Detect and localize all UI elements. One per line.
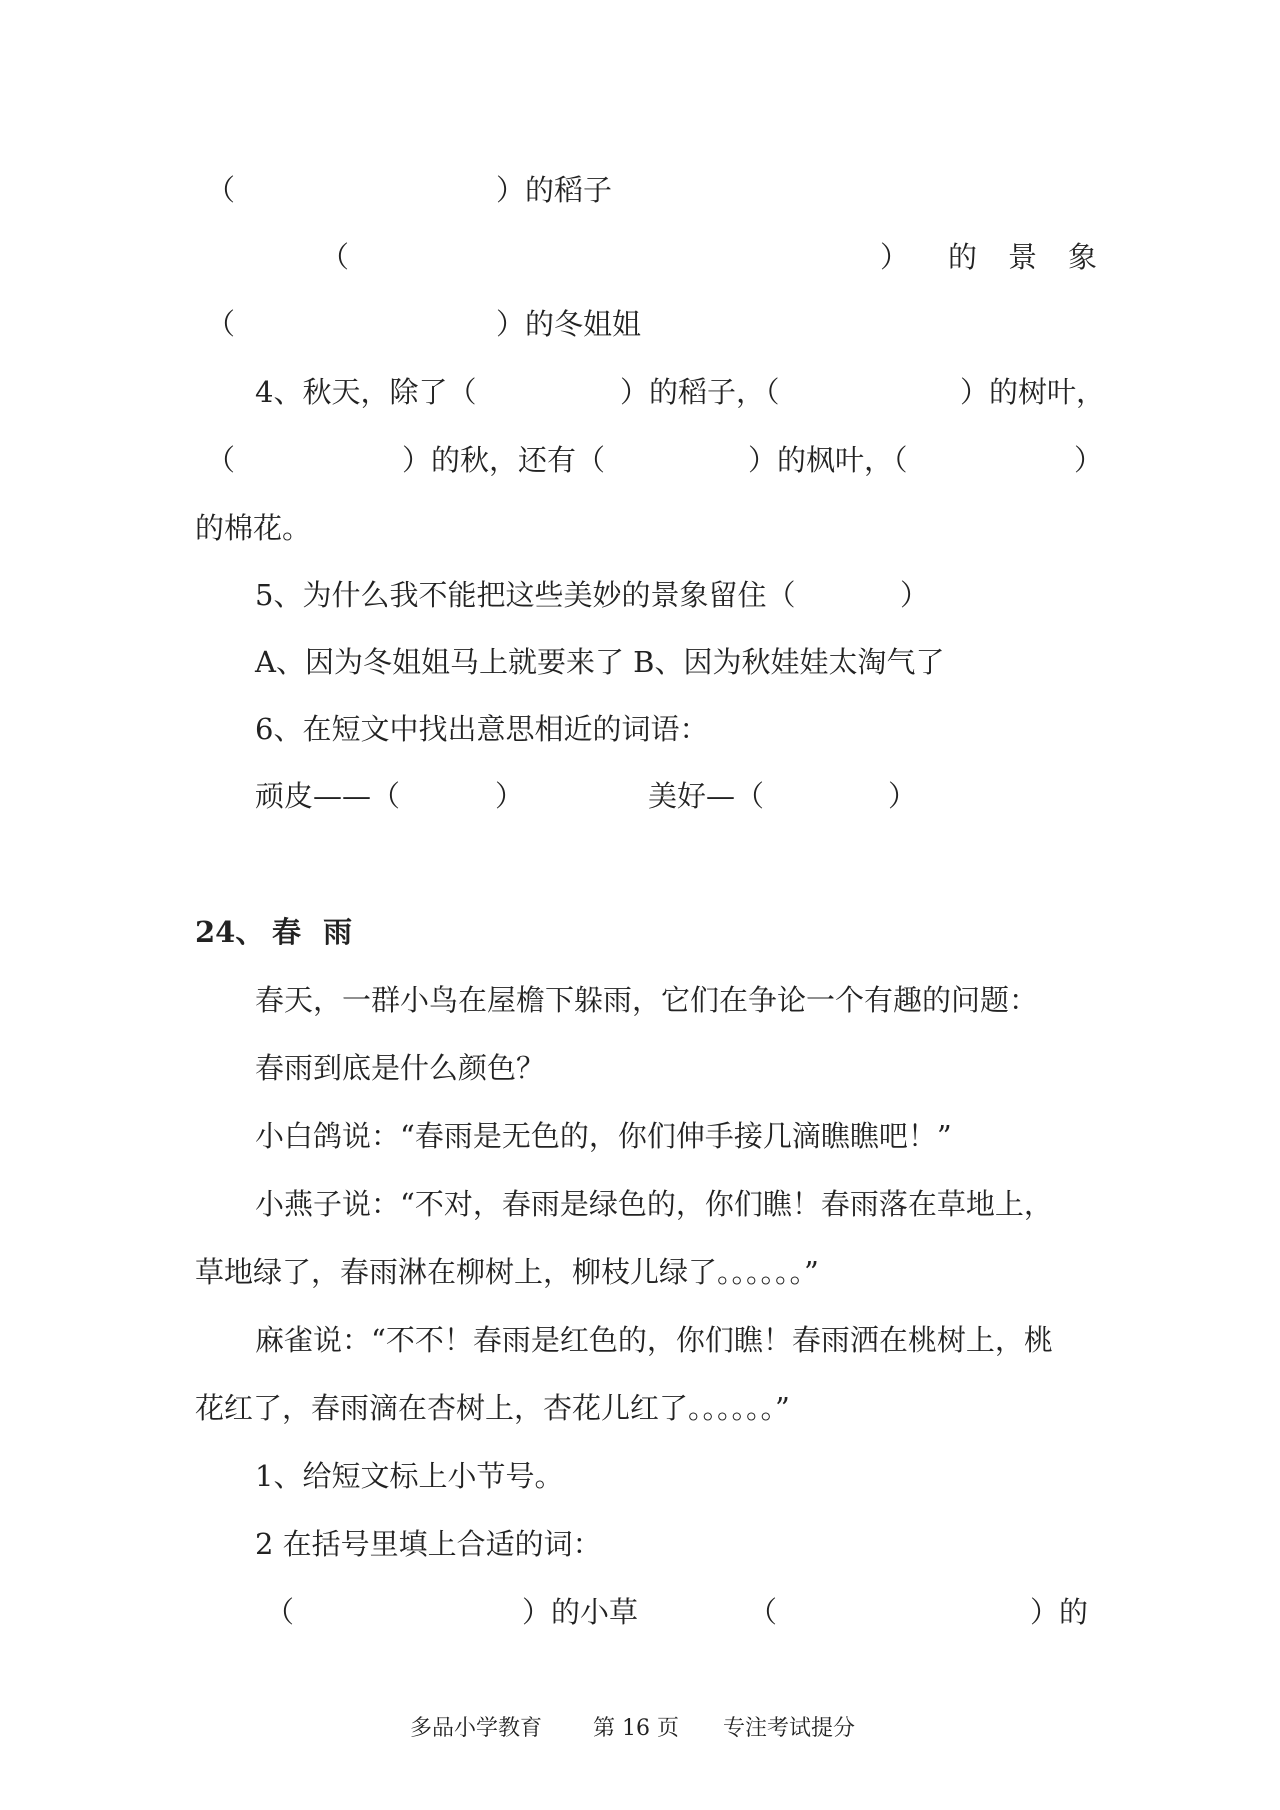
question-1: 1、给短文标上小节号。 [255,1459,564,1493]
footer-page-number: 第 16 页 [593,1716,679,1741]
paragraph-4-line-1: 小燕子说：“不对，春雨是绿色的，你们瞧！春雨落在草地上， [255,1187,1053,1221]
section-title: 春 雨 [272,915,359,949]
paragraph-2: 春雨到底是什么颜色？ [255,1051,546,1085]
question-5: 5、为什么我不能把这些美妙的景象留住（ [255,578,796,612]
paren-open: （ [265,1595,295,1629]
fill-label-rice: ）的稻子 [496,173,613,207]
synonym-b: 美好—（ [648,779,765,813]
word-char: 象 [1068,240,1098,274]
paragraph-5-line-1: 麻雀说：“不不！春雨是红色的，你们瞧！春雨洒在桃树上，桃 [255,1323,1053,1357]
question-4-part: ）的树叶， [960,375,1106,409]
paren-open: （ [320,240,350,274]
question-4-part: （ [206,443,236,477]
question-4-part: ）的枫叶，（ [748,443,908,477]
paragraph-5-line-2: 花红了，春雨滴在杏树上，杏花儿红了。。。。。。” [195,1391,790,1425]
paren-close: ） [495,779,525,813]
footer-slogan: 专注考试提分 [723,1716,856,1741]
paragraph-3: 小白鸽说：“春雨是无色的，你们伸手接几滴瞧瞧吧！” [255,1119,952,1153]
fill-label-winter: ）的冬姐姐 [496,307,642,341]
footer-brand: 多品小学教育 [410,1716,543,1741]
paren-open: （ [206,173,236,207]
question-2: 2 在括号里填上合适的词： [255,1527,602,1561]
question-6: 6、在短文中找出意思相近的词语： [255,712,709,746]
question-4-part: ）的稻子，（ [620,375,780,409]
fill-label-grass: ）的小草 [522,1595,639,1629]
question-4-part: 的棉花。 [195,511,312,545]
question-4-part: ） [1074,443,1104,477]
paren-open: （ [206,307,236,341]
paren-open: （ [748,1595,778,1629]
paren-close: ） [880,240,910,274]
paragraph-1: 春天，一群小鸟在屋檐下躲雨，它们在争论一个有趣的问题： [255,983,1039,1017]
question-4-part: 4、秋天，除了（ [255,375,477,409]
paragraph-4-line-2: 草地绿了，春雨淋在柳树上，柳枝儿绿了。。。。。。” [195,1255,819,1289]
paren-close: ） [900,578,930,612]
paren-close: ） [888,779,918,813]
word-char: 的 [948,240,978,274]
synonym-a: 顽皮——（ [255,779,401,813]
fill-label-tail: ）的 [1030,1595,1089,1629]
question-5-options: A、因为冬姐姐马上就要来了 B、因为秋娃娃太淘气了 [255,645,945,679]
section-number: 24、 [195,915,265,949]
question-4-part: ）的秋，还有（ [402,443,606,477]
word-char: 景 [1008,240,1038,274]
